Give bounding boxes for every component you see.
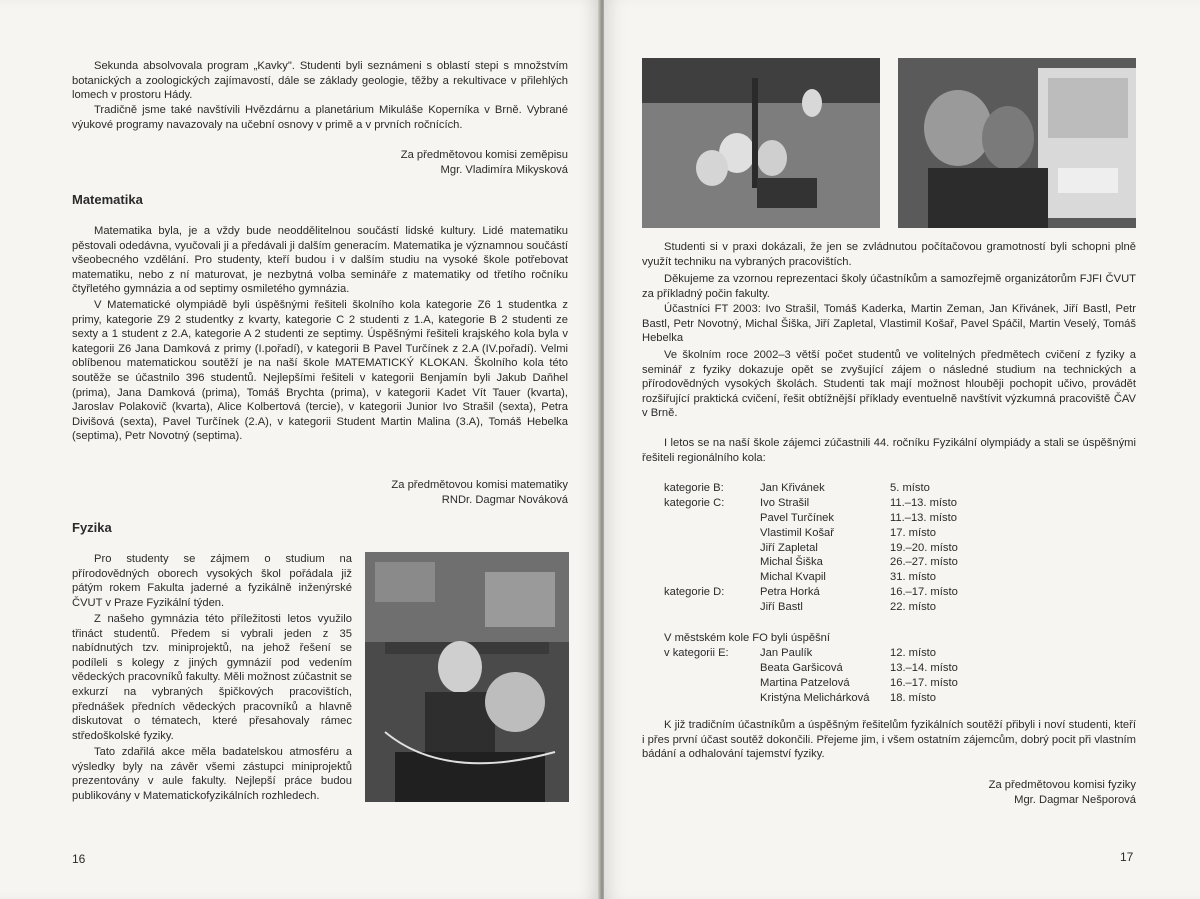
result-name: Petra Horká (760, 586, 820, 599)
physics-heading: Fyzika (72, 520, 112, 535)
result-row (664, 646, 990, 661)
result-category: kategorie D: (664, 586, 725, 599)
signature-line: Za předmětovou komisi zeměpisu (400, 149, 568, 161)
result-name: Jan Paulík (760, 647, 813, 659)
signature-name: Mgr. Dagmar Nešporová (1014, 794, 1136, 806)
right-paragraph-3: Účastníci FT 2003: Ivo Strašil, Tomáš Kaderka, Martin Zeman, Jan Křivánek, Jiří Bastl, Petr Bastl, Petr Novotný, Michal Šiška, Jiří Zapletal, Vlastimil Košař, Pavel Spáčil, Martin Veselý, Tomáš Hebelka (642, 303, 1136, 345)
result-name: Beata Garšicová (760, 661, 843, 674)
result-row (664, 496, 990, 511)
result-category (664, 691, 760, 706)
page-number: 17 (1120, 850, 1134, 864)
closing-paragraph: K již tradičním účastníkům a úspěšným řešitelům fyzikálních soutěží přibyli i noví studenti, kteří i přes první účast soutěž dokončili. Přejeme jim, i všem ostatním zájemcům, dobrý pocit při vlastním bádání a odhalování tajemství fyziky. (642, 719, 1136, 761)
result-name: Michal Šiška (760, 556, 823, 569)
physics-signature (864, 778, 1136, 808)
result-row (664, 511, 990, 526)
result-name: Kristýna Melichárková (760, 691, 870, 704)
result-place: 17. místo (890, 526, 937, 539)
math-signature (300, 478, 568, 508)
physics-paragraph-1: Pro studenty se zájmem o studium na přírodovědných oborech vysokých škol pořádala již pátým rokem Fakulta jaderné a fyzikálně inženýrské ČVUT v Praze Fyzikální týden. (72, 553, 352, 609)
math-paragraph-2: V Matematické olympiádě byli úspěšnými řešiteli školního kola kategorie Z6 1 studentka z primy, kategorie Z9 2 studentky z kvarty, kategorie C 2 studenti z 1.A, kategorie B 2 studenti ze sexty a 1 student z 2.A, kategorie A 2 studenti ze septimy. Úspěšnými řešiteli krajského kola byla v kategorii Z6 Jana Damková z primy (I.pořadí), v kategorii B Pavel Turčínek z 2.A (IV.pořadí). Velmi oblíbenou matematickou soutěží je na naší škole MATEMATICKÝ KLOKAN. Školního kola této soutěže se účastnilo 396 studentů. Nejlepšími řešiteli v kategorii Benjamín byli Jakub Daňhel (prima), Jana Damková (prima), Tomáš Brychta (prima), v kategorii Kadet Vít Tauer (kvarta), Jaroslav Polakovič (kvarta), Alice Kolbertová (tercie), v kategorii Junior Ivo Strašil (sexta), Petra Divišová (sexta), Pavel Turčínek (2.A), v kategorii Student Martin Malina (3.A), Tomáš Hebelka (septima), Petr Novotný (septima). (72, 299, 568, 443)
intro-paragraph-2: Tradičně jsme také navštívili Hvězdárnu a planetárium Mikuláše Koperníka v Brně. Vybrané výukové programy navazovaly na učební osnovy v primě a v prvních ročnících. (72, 104, 568, 131)
page-number: 16 (72, 852, 86, 866)
result-category: kategorie C: (664, 496, 725, 509)
result-place: 13.–14. místo (890, 661, 958, 674)
result-category (664, 661, 760, 676)
result-category (664, 676, 760, 691)
result-category: kategorie B: (664, 482, 724, 494)
regional-results-table (664, 481, 990, 615)
city-results-table (664, 646, 990, 706)
result-name: Jiří Zapletal (760, 541, 818, 554)
signature-line: Za předmětovou komisi matematiky (391, 479, 568, 491)
result-row (664, 585, 990, 600)
result-row (664, 676, 990, 691)
result-category (664, 526, 760, 541)
result-category: v kategorii E: (664, 647, 729, 659)
result-row (664, 570, 990, 585)
result-name: Jiří Bastl (760, 601, 803, 614)
outdoor-photo (642, 58, 880, 228)
result-row (664, 661, 990, 676)
math-heading: Matematika (72, 192, 143, 207)
result-place: 12. místo (890, 647, 937, 659)
result-row (664, 691, 990, 706)
signature-name: RNDr. Dagmar Nováková (441, 494, 568, 506)
result-row (664, 541, 990, 556)
result-place: 19.–20. místo (890, 541, 958, 554)
result-place: 5. místo (890, 482, 930, 494)
result-place: 16.–17. místo (890, 676, 958, 689)
computer-photo (898, 58, 1136, 228)
physics-paragraph-2: Z našeho gymnázia této příležitosti letos využilo třináct studentů. Předem si vybrali jeden z 35 nabídnutých tzv. miniprojektů, na jehož řešení se podíleli s kolegy z jiných gymnázií pod vedením vědeckých pracovníků fakulty. Měli možnost zúčastnit se exkurzí na vybraných špičkových pracovištích, přednášek předních vědeckých pracovníků a hlavně diskutovat o tématech, které přesahovaly rámec středoškolské fyziky. (72, 613, 352, 742)
result-name: Michal Kvapil (760, 571, 826, 584)
result-row (664, 526, 990, 541)
result-name: Martina Patzelová (760, 676, 850, 689)
result-name: Pavel Turčínek (760, 511, 834, 524)
signature-line: Za předmětovou komisi fyziky (988, 779, 1136, 791)
olympiad-intro: I letos se na naší škole zájemci zúčastnili 44. ročníku Fyzikální olympiády a stali se úspěšnými řešiteli regionálního kola: (642, 437, 1136, 464)
intro-paragraph-1: Sekunda absolvovala program „Kavky". Studenti byli seznámeni s oblastí stepi s množstvím botanických a zoologických zajímavostí, dále se základy geologie, těžby a rekultivace v přilehlých lomech v prostoru Hády. (72, 60, 568, 102)
result-category (664, 570, 760, 585)
right-paragraph-2: Děkujeme za vzornou reprezentaci školy účastníkům a samozřejmě organizátorům FJFI ČVUT za příkladný počin fakulty. (642, 273, 1136, 300)
result-name: Jan Křivánek (760, 482, 825, 494)
right-paragraph-4: Ve školním roce 2002–3 větší počet studentů ve volitelných předmětech cvičení z fyziky a seminář z fyziky dokazuje opět se zvyšující zájem o následné studium na technických a přírodovědných vysokých školách. Studenti tak mají možnost hlouběji pochopit učivo, provádět rozšiřující praktická cvičení, řešit obtížnější příklady eventuelně navštívit výzkumná pracoviště ČAV v Brně. (642, 349, 1136, 420)
result-place: 22. místo (890, 601, 937, 614)
signature-name: Mgr. Vladimíra Mikysková (440, 164, 568, 176)
right-paragraph-1: Studenti si v praxi dokázali, že jen se zvládnutou počítačovou gramotností byli schopni plně využít techniku na vybraných pracovištích. (642, 241, 1136, 268)
result-category (664, 600, 760, 615)
lab-photo (365, 552, 569, 802)
right-page (604, 0, 1200, 899)
result-place: 31. místo (890, 571, 937, 584)
result-category (664, 541, 760, 556)
geography-signature (300, 148, 568, 178)
result-row (664, 481, 990, 496)
result-place: 11.–13. místo (890, 511, 957, 524)
result-name: Ivo Strašil (760, 496, 810, 509)
result-place: 18. místo (890, 691, 937, 704)
result-name: Vlastimil Košař (760, 526, 834, 539)
result-category (664, 511, 760, 526)
result-category (664, 555, 760, 570)
math-paragraph-1: Matematika byla, je a vždy bude neoddělitelnou součástí lidské kultury. Lidé matematiku pěstovali odedávna, vyučovali ji a předávali ji dalším generacím. Matematika je významnou součástí všeobecného vzdělání. Pro studenty, kteří budou i v dalším studiu na vysoké škole potřebovat matematiku, nebo z ní maturovat, je nezbytná volba semináře z matematiky od třetího ročníku čtyřletého gymnázia a od septimy osmiletého gymnázia. (72, 225, 568, 296)
result-row (664, 600, 990, 615)
result-row (664, 555, 990, 570)
result-place: 16.–17. místo (890, 586, 958, 599)
result-place: 26.–27. místo (890, 556, 958, 569)
result-place: 11.–13. místo (890, 496, 957, 509)
physics-paragraph-3: Tato zdařilá akce měla badatelskou atmosféru a výsledky byly na závěr všemi zástupci miniprojektů prezentovány v aule fakulty. Nejlepší práce budou publikovány v Matematickofyzikálních rozhledech. (72, 746, 352, 802)
city-round-intro: V městském kole FO byli úspěšní (664, 632, 831, 644)
